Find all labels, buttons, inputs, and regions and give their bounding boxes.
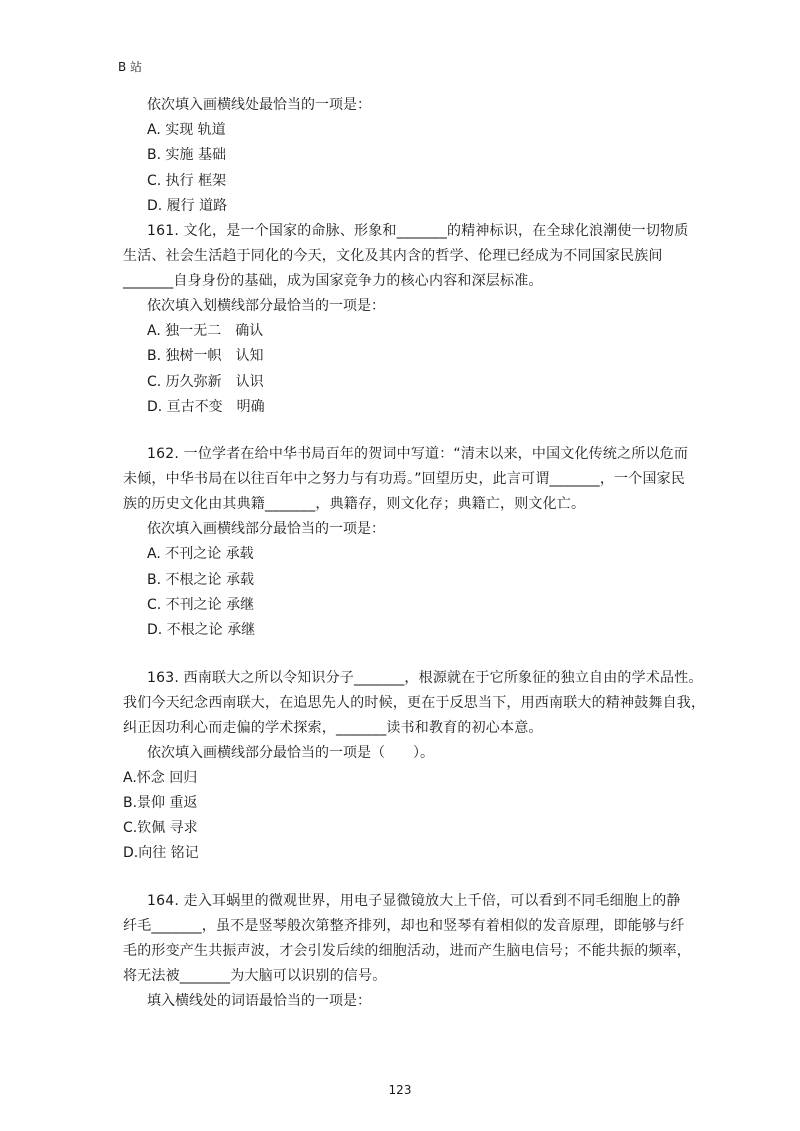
question-162 (123, 442, 698, 643)
page-content (123, 93, 706, 1014)
option-a: A.怀念 回归 (123, 769, 198, 786)
question-line: 纠正因功利心而走偏的学术探索，_______读书和教育的初心本意。 (123, 719, 543, 736)
option-c: C. 执行 框架 (147, 172, 227, 189)
option-d: D. 不根之论 承继 (147, 622, 256, 639)
option-d: D. 亘古不变 明确 (147, 399, 265, 416)
question-line: 毛的形变产生共振声波，才会引发后续的细胞活动，进而产生脑电信号；不能共振的频率， (123, 942, 691, 959)
question-text (123, 219, 698, 294)
option-c: C. 历久弥新 认识 (147, 373, 264, 390)
question-160 (123, 93, 698, 219)
question-line: 164. 走入耳蜗里的微观世界，用电子显微镜放大上千倍，可以看到不同毛细胞上的静 (147, 892, 681, 909)
option-a: A. 实现 轨道 (147, 122, 226, 138)
question-prompt: 填入横线处的词语最恰当的一项是： (147, 992, 371, 1009)
question-line: 我们今天纪念西南联大，在追思先人的时候，更在于反思当下，用西南联大的精神鼓舞自我， (123, 694, 706, 711)
question-161 (123, 219, 698, 420)
question-text (123, 889, 698, 989)
question-line: 162. 一位学者在给中华书局百年的贺词中写道：“清末以来，中国文化传统之所以危而 (147, 446, 689, 463)
question-prompt: 依次填入画横线部分最恰当的一项是（ ）。 (147, 744, 434, 761)
question-164 (123, 889, 698, 1014)
question-line: 161. 文化，是一个国家的命脉、形象和_______的精神标识，在全球化浪潮使一切物质 (147, 223, 689, 240)
option-b: B. 独树一帜 认知 (147, 348, 264, 365)
option-c: C. 不刊之论 承继 (147, 596, 255, 613)
option-d: D. 履行 道路 (147, 197, 228, 214)
option-list (123, 319, 698, 420)
page-number: 123 (388, 1083, 412, 1097)
option-list (123, 118, 698, 219)
option-a: A. 独一无二 确认 (147, 323, 264, 340)
question-line: 未倾，中华书局在以往百年中之努力与有功焉。”回望历史，此言可谓_______，一个国家民 (123, 471, 686, 488)
question-prompt: 依次填入画横线处最恰当的一项是： (147, 97, 371, 113)
option-a: A. 不刊之论 承载 (147, 546, 254, 563)
page-header: B 站 (118, 60, 143, 74)
question-line: 将无法被_______为大脑可以识别的信号。 (123, 967, 387, 984)
option-b: B. 不根之论 承载 (147, 571, 254, 588)
question-line: _______自身身份的基础，成为国家竞争力的核心内容和深层标准。 (123, 273, 543, 290)
question-line: 纤毛_______，虽不是竖琴般次第整齐排列，却也和竖琴有着相似的发音原理，即能够与纤 (123, 917, 685, 934)
option-b: B.景仰 重返 (123, 794, 198, 811)
question-line: 生活、社会生活趋于同化的今天，文化及其内含的哲学、伦理已经成为不同国家民族间 (123, 248, 663, 265)
question-text (123, 442, 698, 517)
question-line: 163. 西南联大之所以令知识分子_______，根源就在于它所象征的独立自由的学术品性。 (147, 669, 703, 686)
option-b: B. 实施 基础 (147, 147, 226, 164)
question-text (123, 666, 706, 741)
question-line: 族的历史文化由其典籍_______，典籍存，则文化存；典籍亡，则文化亡。 (123, 496, 586, 513)
question-prompt: 依次填入画横线部分最恰当的一项是： (147, 521, 385, 538)
option-list (123, 766, 698, 867)
question-163 (123, 666, 706, 867)
option-d: D.向往 铭记 (123, 845, 199, 862)
option-c: C.钦佩 寻求 (123, 820, 198, 837)
question-prompt: 依次填入划横线部分最恰当的一项是： (147, 298, 385, 315)
option-list (123, 542, 698, 643)
